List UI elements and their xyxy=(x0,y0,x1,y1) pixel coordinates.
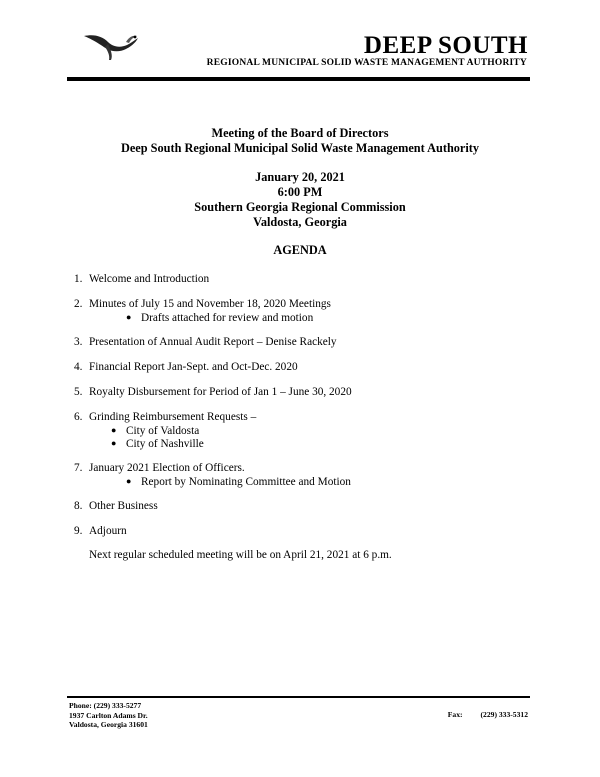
footer-phone: Phone: (229) 333-5277 xyxy=(69,701,142,710)
meeting-title: Meeting of the Board of Directors xyxy=(211,126,389,140)
agenda-item-number: 3. xyxy=(74,336,83,348)
agenda-item-text: Royalty Disbursement for Period of Jan 1 – June 30, 2020 xyxy=(89,386,352,398)
fax-label: Fax: xyxy=(447,710,463,719)
meeting-date: January 20, 2021 xyxy=(255,170,345,184)
meeting-place: Southern Georgia Regional Commission xyxy=(194,200,406,214)
bullet-icon: ● xyxy=(126,476,132,486)
agenda-item xyxy=(74,297,534,312)
agenda-sub-bullet xyxy=(74,425,534,438)
agenda-item-text: Presentation of Annual Audit Report – Denise Rackely xyxy=(89,336,337,348)
authority-name: Deep South Regional Municipal Solid Waste Management Authority xyxy=(120,141,480,155)
agenda-item-number: 4. xyxy=(74,361,83,373)
agenda-item-text: Other Business xyxy=(89,500,158,512)
agenda-item-text: Financial Report Jan-Sept. and Oct-Dec. 2020 xyxy=(89,361,298,373)
footer-fax xyxy=(448,710,528,720)
footer-address-line1: 1937 Carlton Adams Dr. xyxy=(69,710,148,720)
agenda-item xyxy=(74,272,534,287)
next-meeting-note: Next regular scheduled meeting will be on April 21, 2021 at 6 p.m. xyxy=(89,549,392,561)
agenda-sub-bullet xyxy=(74,476,534,489)
footer-rule xyxy=(67,696,530,698)
agenda-title: AGENDA xyxy=(273,243,327,257)
agenda-sub-bullet xyxy=(74,438,534,451)
agenda-item xyxy=(74,524,534,539)
agenda-sub-bullet-text: City of Nashville xyxy=(126,438,204,450)
agenda-item-number: 2. xyxy=(74,298,83,310)
agenda-item-number: 6. xyxy=(74,411,83,423)
footer-contact xyxy=(69,701,148,730)
bullet-icon: ● xyxy=(111,438,117,448)
header-rule xyxy=(67,77,530,81)
organization-subtitle: REGIONAL MUNICIPAL SOLID WASTE MANAGEMENT AUTHORITY xyxy=(206,58,527,68)
agenda-item-text: Minutes of July 15 and November 18, 2020 Meetings xyxy=(89,298,331,310)
agenda-item xyxy=(74,360,534,375)
agenda-item-text: Grinding Reimbursement Requests – xyxy=(89,411,257,423)
meeting-heading xyxy=(0,126,600,258)
meeting-city: Valdosta, Georgia xyxy=(253,215,347,229)
agenda-item xyxy=(74,499,534,514)
agenda-item xyxy=(74,461,534,476)
organization-name: DEEP SOUTH xyxy=(363,32,528,59)
agenda-item xyxy=(74,410,534,425)
agenda-sub-bullet-text: Report by Nominating Committee and Motion xyxy=(141,476,351,488)
footer-address-line2: Valdosta, Georgia 31601 xyxy=(69,720,148,729)
agenda-list xyxy=(74,272,534,539)
bird-icon xyxy=(80,30,140,62)
meeting-time: 6:00 PM xyxy=(277,185,323,199)
agenda-item-number: 1. xyxy=(74,273,83,285)
bullet-icon: ● xyxy=(111,425,117,435)
agenda-item xyxy=(74,335,534,350)
agenda-item-text: Adjourn xyxy=(89,525,127,537)
agenda-item-number: 7. xyxy=(74,462,83,474)
agenda-sub-bullet-text: City of Valdosta xyxy=(126,425,200,437)
agenda-item xyxy=(74,385,534,400)
agenda-sub-bullet xyxy=(74,312,534,325)
agenda-item-text: January 2021 Election of Officers. xyxy=(89,462,245,474)
agenda-item-text: Welcome and Introduction xyxy=(89,273,210,285)
agenda-item-number: 5. xyxy=(74,386,83,398)
agenda-item-number: 8. xyxy=(74,500,83,512)
agenda-sub-bullet-text: Drafts attached for review and motion xyxy=(141,312,314,324)
fax-number: (229) 333-5312 xyxy=(480,710,528,719)
bullet-icon: ● xyxy=(126,312,132,322)
agenda-item-number: 9. xyxy=(74,525,83,537)
